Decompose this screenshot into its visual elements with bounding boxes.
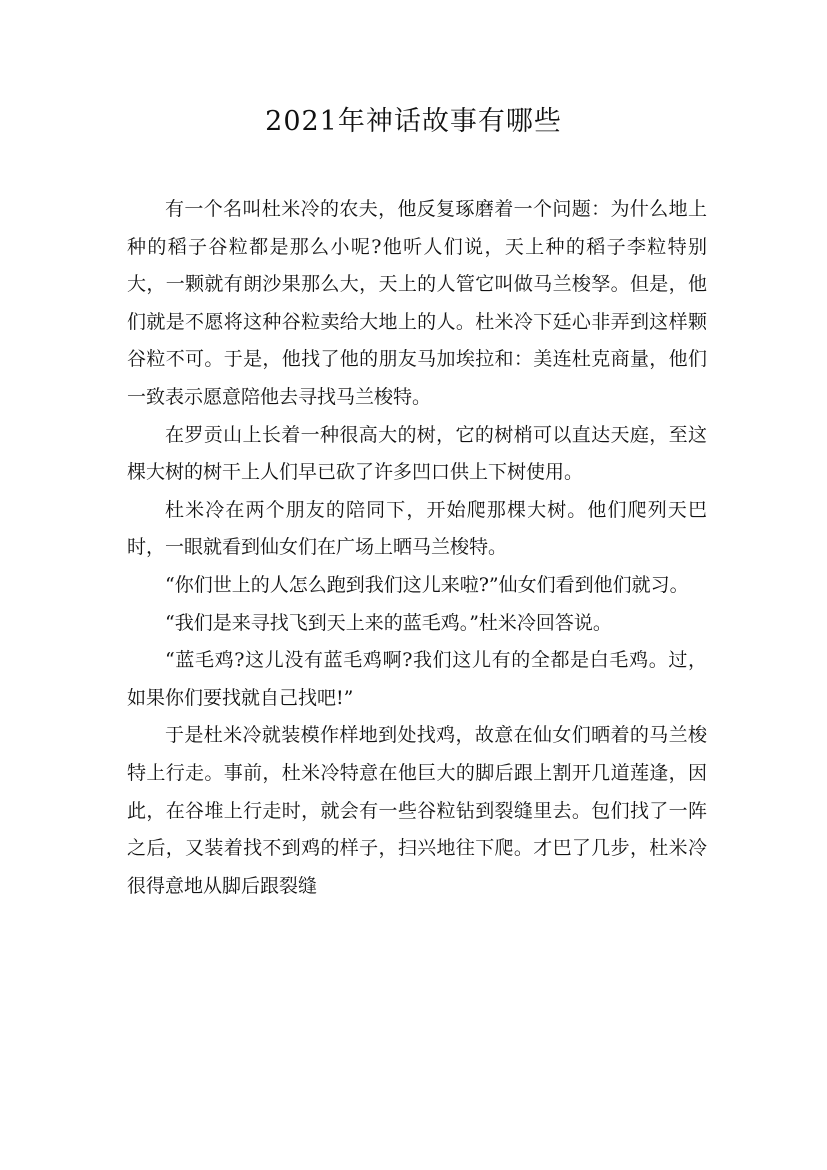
paragraph: “蓝毛鸡?这儿没有蓝毛鸡啊?我们这儿有的全都是白毛鸡。过，如果你们要找就自己找吧!”	[127, 649, 707, 709]
paragraph: “我们是来寻找飞到天上来的蓝毛鸡。”杜米冷回答说。	[165, 611, 612, 634]
document-body	[127, 191, 707, 905]
paragraph: 在罗贡山上长着一种很高大的树，它的树梢可以直达天庭，至这棵大树的树干上人们早已砍了许多凹口供上下树使用。	[127, 423, 707, 484]
document-title: 2021年神话故事有哪些	[265, 106, 562, 137]
paragraph: 有一个名叫杜米冷的农夫，他反复琢磨着一个问题：为什么地上种的稻子谷粒都是那么小呢?他听人们说，天上种的稻子李粒特别大，一颗就有朗沙果那么大，天上的人管它叫做马兰梭孥。但是，他们就是不愿将这种谷粒卖给大地上的人。杜米冷下廷心非弄到这样颗谷粒不可。于是，他找了他的朋友马加埃拉和：美连杜克商量，他们一致表示愿意陪他去寻找马兰梭特。	[127, 198, 707, 408]
paragraph: 于是杜米冷就装模作样地到处找鸡，故意在仙女们晒着的马兰梭特上行走。事前，杜米冷特意在他巨大的脚后跟上割开几道莲逢，因此，在谷堆上行走时，就会有一些谷粒钻到裂缝里去。包们找了一阵之后，又装着找不到鸡的样子，扫兴地往下爬。才巴了几步，杜米冷很得意地从脚后跟裂缝	[127, 724, 707, 897]
paragraph: 杜米冷在两个朋友的陪同下，开始爬那棵大树。他们爬列天巴时，一眼就看到仙女们在广场上晒马兰梭特。	[127, 498, 707, 559]
paragraph: “你们世上的人怎么跑到我们这儿来啦?”仙女们看到他们就习。	[165, 573, 689, 596]
